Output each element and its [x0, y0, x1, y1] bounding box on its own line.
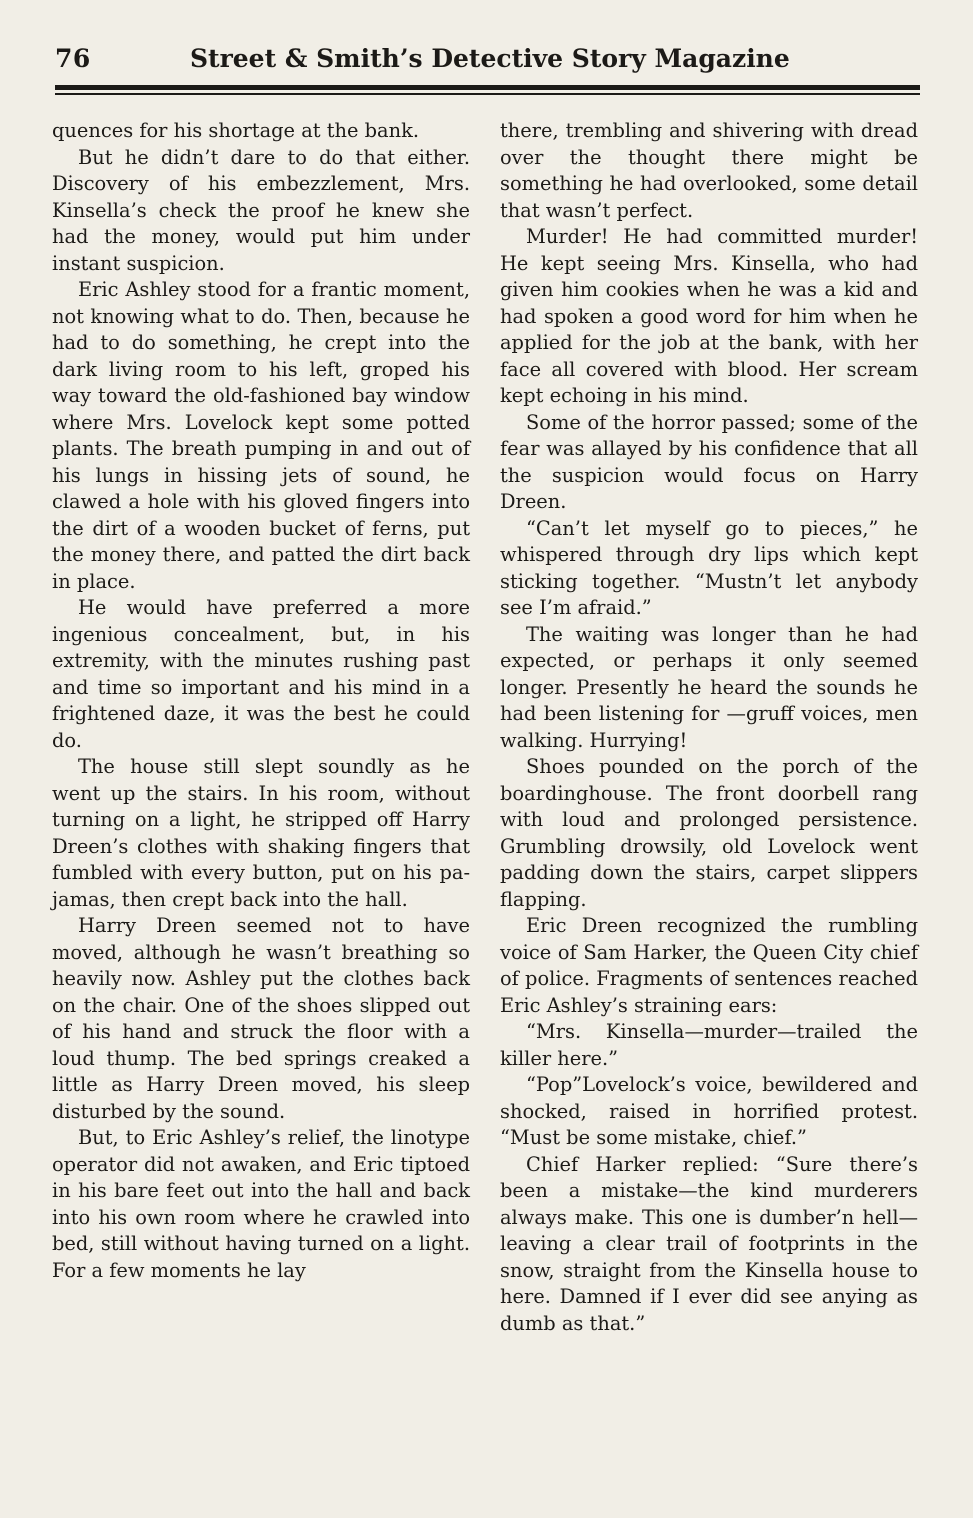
header-rule-thick: [55, 85, 920, 90]
magazine-title: Street & Smith’s Detective Story Magazine: [190, 44, 790, 73]
paragraph: Eric Ashley stood for a frantic moment, not knowing what to do. Then, because he had to do something, he crept into the dark living room to his left, groped his way toward the old-fashioned bay window where Mrs. Lovelock kept some potted plants. The breath pumping in and out of his lungs in hissing jets of sound, he clawed a hole with his gloved fingers into the dirt of a wooden bucket of ferns, put the money there, and patted the dirt back in place.: [52, 278, 470, 593]
paragraph: The house still slept soundly as he went up the stairs. In his room, without turning on a light, he stripped off Harry Dreen’s clothes with shaking fingers that fumbled with every button, put on his pajamas, then crept back into the hall.: [52, 755, 470, 911]
paragraph: “Pop”Lovelock’s voice, bewildered and shocked, raised in horrified protest. “Must be some mistake, chief.”: [500, 1073, 918, 1149]
paragraph: “Can’t let myself go to pieces,” he whispered through dry lips which kept sticking together. “Mustn’t let anybody see I’m afraid.”: [500, 516, 918, 619]
header-rule: [55, 85, 920, 97]
paragraph: Eric Dreen recognized the rumbling voice of Sam Harker, the Queen City chief of police. Fragments of sentences reached Eric Ashley’s straining ears:: [500, 914, 918, 1017]
paragraph: Harry Dreen seemed not to have moved, although he wasn’t breathing so heavily now. Ashley put the clothes back on the chair. One of the shoes slipped out of his hand and struck the floor with a loud thump. The bed springs creaked a little as Harry Dreen moved, his sleep disturbed by the sound.: [52, 914, 470, 1123]
paragraph: “Mrs. Kinsella—murder—trailed the killer here.”: [500, 1020, 918, 1070]
paragraph: Shoes pounded on the porch of the boardinghouse. The front doorbell rang with loud and prolonged persistence. Grumbling drowsily, old Lovelock went padding down the stairs, carpet slippers flapping.: [500, 755, 918, 911]
left-column: [52, 118, 470, 1284]
page-header: [55, 44, 920, 82]
header-rule-thin: [55, 93, 920, 95]
paragraph: Chief Harker replied: “Sure there’s been a mistake—the kind murderers always make. This one is dumber’n hell—leaving a clear trail of footprints in the snow, straight from the Kinsella house to here. Damned if I ever did see anying as dumb as that.”: [500, 1152, 918, 1335]
page-number: 76: [55, 44, 91, 73]
paragraph: Murder! He had committed murder! He kept seeing Mrs. Kinsella, who had given him cookies when he was a kid and had spoken a good word for him when he applied for the job at the bank, with her face all covered with blood. Her scream kept echoing in his mind.: [500, 225, 918, 407]
paragraph: The waiting was longer than he had expected, or perhaps it only seemed longer. Presently he heard the sounds he had been listening for —gruff voices, men walking. Hurrying!: [500, 622, 918, 752]
paragraph: quences for his shortage at the bank.: [52, 119, 420, 142]
paragraph: But he didn’t dare to do that either. Discovery of his embezzlement, Mrs. Kinsella’s check the proof he knew she had the money, would put him under instant suspicion.: [52, 145, 470, 275]
paragraph: But, to Eric Ashley’s relief, the linotype operator did not awaken, and Eric tiptoed in his bare feet out into the hall and back into his own room where he crawled into bed, still without having turned on a light. For a few moments he lay: [52, 1126, 470, 1282]
paragraph: there, trembling and shivering with dread over the thought there might be something he had overlooked, some detail that wasn’t perfect.: [500, 119, 918, 222]
paragraph: He would have preferred a more ingenious concealment, but, in his extremity, with the minutes rushing past and time so important and his mind in a frightened daze, it was the best he could do.: [52, 596, 470, 752]
paragraph: Some of the horror passed; some of the fear was allayed by his confidence that all the suspicion would focus on Harry Dreen.: [500, 410, 918, 513]
right-column: [500, 118, 918, 1337]
